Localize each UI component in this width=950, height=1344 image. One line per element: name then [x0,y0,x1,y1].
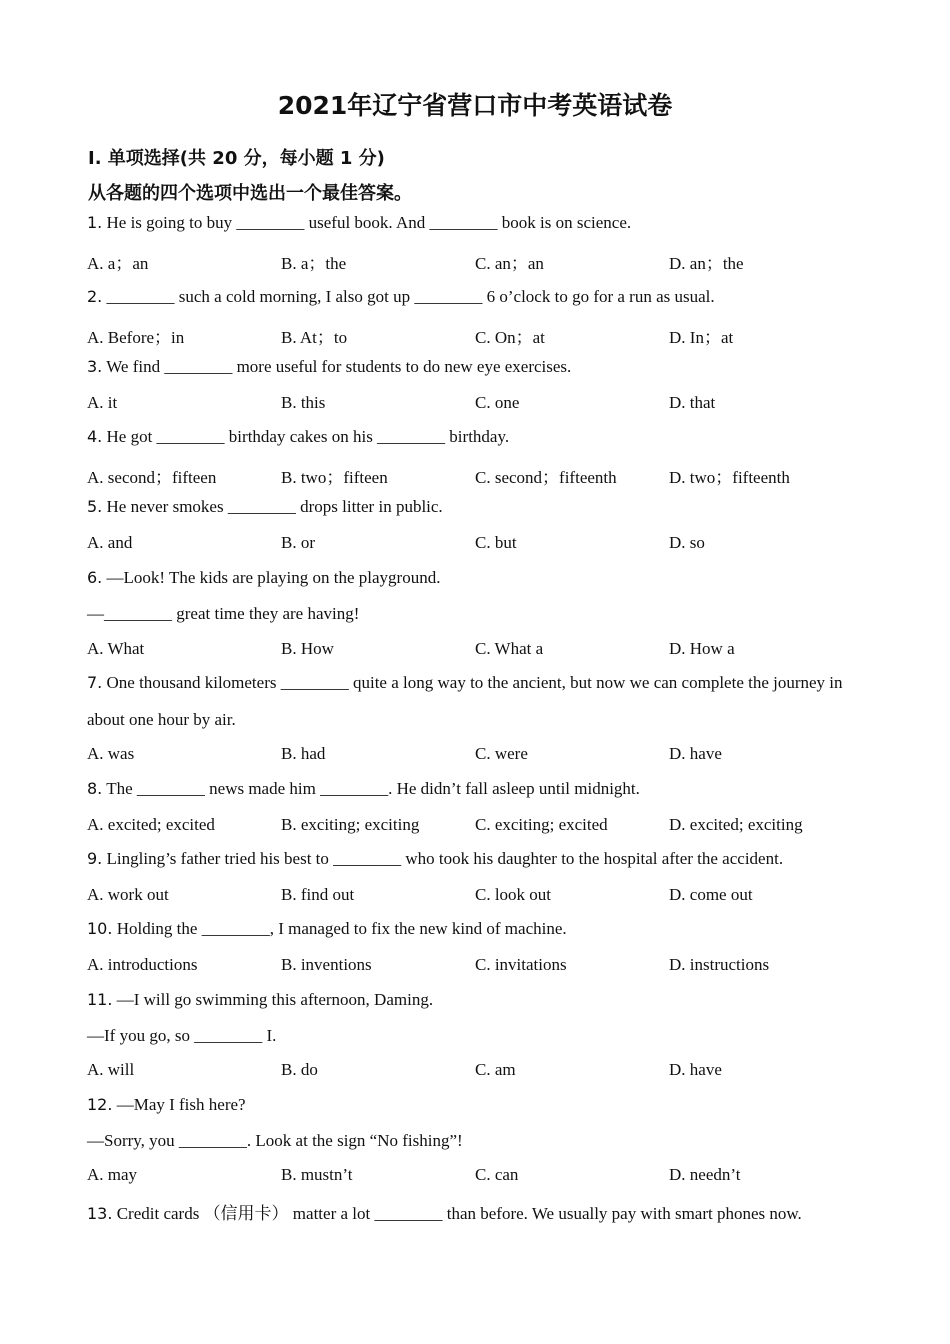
question-text: —________ great time they are having! [87,604,360,623]
answer-option-b[interactable]: B. At；to [281,328,348,347]
answer-option-b[interactable]: B. or [281,533,315,552]
answer-option-a[interactable]: A. What [87,639,145,658]
question-continuation [87,710,867,730]
answer-option-d[interactable]: D. that [669,393,716,412]
question-text: Credit cards （信用卡） matter a lot ________ than before. We usually pay with smart phones now. [116,1204,802,1223]
question-stem [87,1095,867,1115]
answer-option-d[interactable]: D. In；at [669,328,734,347]
question-number: 13. [87,1204,113,1223]
question-text: —If you go, so ________ I. [87,1026,277,1045]
answer-option-c[interactable]: C. On；at [475,328,545,347]
answer-option-a[interactable]: A. may [87,1165,138,1184]
question-number: 8. [87,779,103,798]
question-continuation [87,1026,867,1046]
question-number: 1. [87,213,103,232]
answer-option-d[interactable]: D. have [669,744,722,763]
answer-option-d[interactable]: D. an；the [669,254,744,273]
question-number: 7. [87,673,103,692]
question-stem [87,357,867,377]
answer-option-a[interactable]: A. introductions [87,955,198,974]
question-text: One thousand kilometers ________ quite a long way to the ancient, but now we can complete the journey in [106,673,843,692]
question-text: —Sorry, you ________. Look at the sign “No fishing”! [87,1131,463,1150]
answer-option-b[interactable]: B. find out [281,885,355,904]
question-number: 10. [87,919,113,938]
answer-option-d[interactable]: D. instructions [669,955,770,974]
question-number: 5. [87,497,103,516]
answer-option-c[interactable]: C. What a [475,639,544,658]
question-text: about one hour by air. [87,710,236,729]
answer-option-b[interactable]: B. exciting; exciting [281,815,420,834]
options-row [87,463,867,485]
options-row [87,955,867,977]
question-number: 3. [87,357,103,376]
question-stem [87,673,867,693]
options-row [87,885,867,907]
question-text: He is going to buy ________ useful book. And ________ book is on science. [106,213,632,232]
question-stem [87,213,867,233]
question-text: He never smokes ________ drops litter in public. [106,497,443,516]
question-text: We find ________ more useful for students to do new eye exercises. [106,357,572,376]
answer-option-b[interactable]: B. do [281,1060,318,1079]
section-instruction: 从各题的四个选项中选出一个最佳答案。 [88,183,412,204]
answer-option-a[interactable]: A. work out [87,885,169,904]
question-text: —I will go swimming this afternoon, Daming. [116,990,434,1009]
answer-option-d[interactable]: D. needn’t [669,1165,741,1184]
answer-option-c[interactable]: C. one [475,393,520,412]
answer-option-c[interactable]: C. invitations [475,955,567,974]
question-text: He got ________ birthday cakes on his ________ birthday. [106,427,510,446]
options-row [87,815,867,837]
question-stem [87,990,867,1010]
question-continuation [87,604,867,624]
question-continuation [87,1131,867,1151]
answer-option-a[interactable]: A. a；an [87,254,149,273]
options-row [87,249,867,271]
answer-option-a[interactable]: A. and [87,533,133,552]
question-text: ________ such a cold morning, I also got up ________ 6 o’clock to go for a run as usual. [106,287,715,306]
question-text: —Look! The kids are playing on the playground. [106,568,441,587]
options-row [87,1060,867,1082]
page-title: 2021年辽宁省营口市中考英语试卷 [277,91,673,120]
options-row [87,639,867,661]
options-row [87,323,867,345]
question-number: 9. [87,849,103,868]
answer-option-a[interactable]: A. excited; excited [87,815,215,834]
answer-option-c[interactable]: C. look out [475,885,552,904]
question-number: 4. [87,427,103,446]
answer-option-b[interactable]: B. had [281,744,326,763]
answer-option-d[interactable]: D. come out [669,885,753,904]
answer-option-b[interactable]: B. mustn’t [281,1165,353,1184]
answer-option-b[interactable]: B. inventions [281,955,372,974]
answer-option-c[interactable]: C. an；an [475,254,544,273]
answer-option-a[interactable]: A. Before；in [87,328,185,347]
question-stem [87,1199,867,1224]
answer-option-c[interactable]: C. second；fifteenth [475,468,617,487]
options-row [87,393,867,415]
answer-option-c[interactable]: C. exciting; excited [475,815,608,834]
question-number: 6. [87,568,103,587]
answer-option-b[interactable]: B. How [281,639,334,658]
question-text: Lingling’s father tried his best to ________ who took his daughter to the hospital after the accident. [106,849,784,868]
answer-option-d[interactable]: D. two；fifteenth [669,468,790,487]
answer-option-a[interactable]: A. was [87,744,135,763]
answer-option-b[interactable]: B. this [281,393,326,412]
answer-option-a[interactable]: A. second；fifteen [87,468,217,487]
question-stem [87,427,867,447]
question-text: The ________ news made him ________. He didn’t fall asleep until midnight. [106,779,640,798]
question-number: 12. [87,1095,113,1114]
answer-option-d[interactable]: D. excited; exciting [669,815,803,834]
options-row [87,533,867,555]
question-stem [87,497,867,517]
question-number: 11. [87,990,113,1009]
answer-option-c[interactable]: C. am [475,1060,516,1079]
answer-option-b[interactable]: B. two；fifteen [281,468,388,487]
answer-option-d[interactable]: D. How a [669,639,735,658]
question-text: Holding the ________, I managed to fix the new kind of machine. [116,919,567,938]
question-stem [87,849,867,869]
answer-option-c[interactable]: C. can [475,1165,519,1184]
answer-option-d[interactable]: D. have [669,1060,722,1079]
options-row [87,1165,867,1187]
answer-option-a[interactable]: A. will [87,1060,135,1079]
answer-option-a[interactable]: A. it [87,393,118,412]
answer-option-d[interactable]: D. so [669,533,705,552]
section-heading: Ⅰ. 单项选择(共 20 分，每小题 1 分) [88,148,385,169]
options-row [87,744,867,766]
question-stem [87,779,867,799]
answer-option-c[interactable]: C. but [475,533,517,552]
answer-option-b[interactable]: B. a；the [281,254,347,273]
question-stem [87,568,867,588]
question-text: —May I fish here? [116,1095,246,1114]
question-stem [87,287,867,307]
question-number: 2. [87,287,103,306]
answer-option-c[interactable]: C. were [475,744,528,763]
question-stem [87,919,867,939]
